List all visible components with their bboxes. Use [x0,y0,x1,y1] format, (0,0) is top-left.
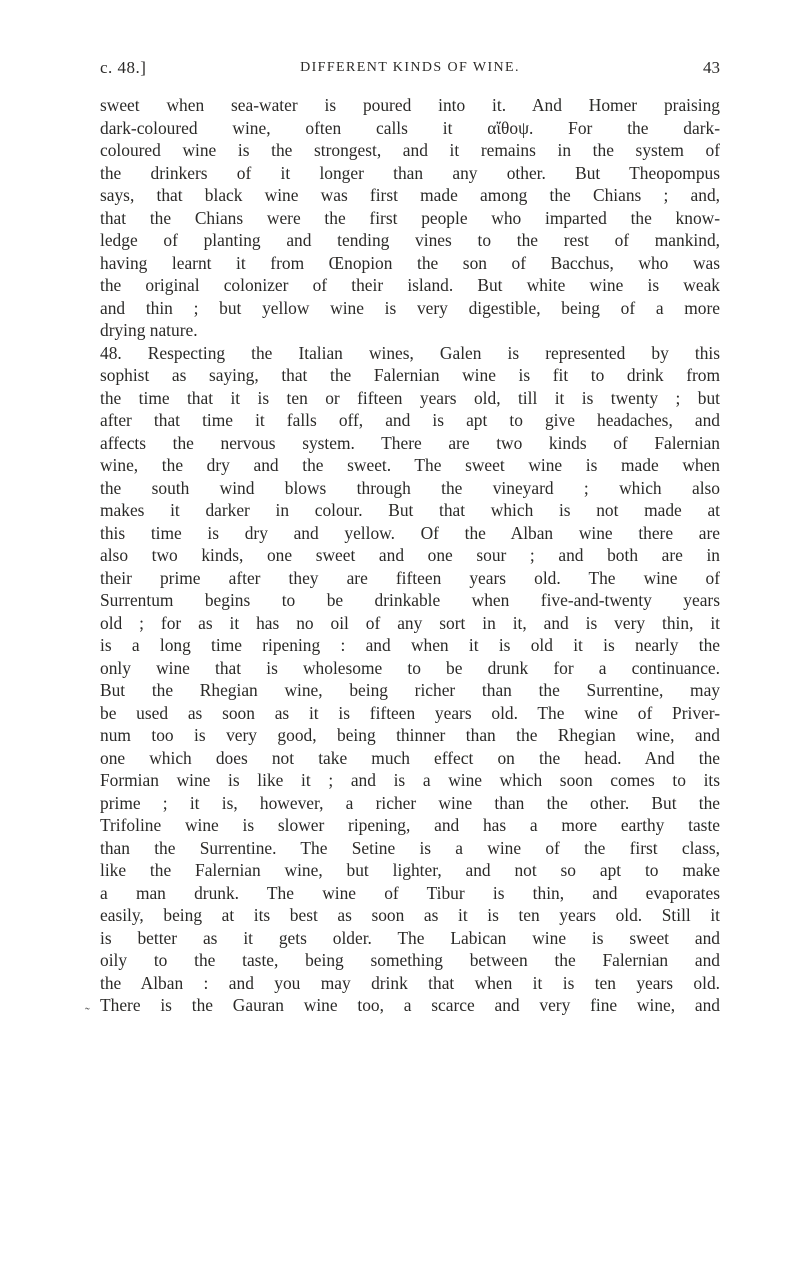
body-text [100,94,720,1017]
text-line: only wine that is wholesome to be drunk for a continuance. [100,657,720,678]
text-line: There is the Gauran wine too, a scarce and very fine wine, and [100,995,720,1015]
text-line: sweet when sea-water is poured into it. And Homer praising [100,95,720,115]
text-line: the time that it is ten or fifteen years old, till it is twenty ; but [100,387,720,408]
text-line: this time is dry and yellow. Of the Alban wine there are [100,522,720,543]
chapter-reference: c. 48.] [100,58,147,77]
text-line: old ; for as it has no oil of any sort in it, and is very thin, it [100,612,720,633]
text-line: the drinkers of it longer than any other. But Theopompus [100,162,720,183]
text-line: that the Chians were the first people who imparted the know- [100,207,720,228]
text-line: dark-coloured wine, often calls it αἴθοψ. For the dark- [100,117,720,138]
text-line: is better as it gets older. The Labican wine is sweet and [100,927,720,948]
text-line: after that time it falls off, and is apt to give headaches, and [100,410,720,430]
text-line: Surrentum begins to be drinkable when five-and-twenty years [100,590,720,610]
text-line: drying nature. [100,320,198,340]
text-line: num too is very good, being thinner than the Rhegian wine, and [100,725,720,745]
text-line: than the Surrentine. The Setine is a wine of the first class, [100,837,720,858]
text-line: oily to the taste, being something between the Falernian and [100,950,720,970]
text-line: like the Falernian wine, but lighter, and not so apt to make [100,860,720,880]
text-line: one which does not take much effect on the head. And the [100,747,720,768]
page-number: 43 [703,58,720,77]
text-line: a man drunk. The wine of Tibur is thin, and evaporates [100,882,720,903]
text-line: sophist as saying, that the Falernian wine is fit to drink from [100,365,720,385]
text-line: makes it darker in colour. But that which is not made at [100,500,720,520]
running-head [100,58,720,84]
text-line: affects the nervous system. There are two kinds of Falernian [100,432,720,453]
text-line: their prime after they are fifteen years old. The wine of [100,567,720,588]
text-line: Formian wine is like it ; and is a wine which soon comes to its [100,770,720,790]
text-line: ledge of planting and tending vines to the rest of mankind, [100,230,720,250]
text-line: is a long time ripening : and when it is old it is nearly the [100,635,720,655]
text-line: coloured wine is the strongest, and it remains in the system of [100,140,720,160]
text-line: having learnt it from Œnopion the son of Bacchus, who was [100,252,720,273]
text-line: also two kinds, one sweet and one sour ; and both are in [100,545,720,565]
margin-mark: ˜ [85,1006,90,1021]
text-line: and thin ; but yellow wine is very digestible, being of a more [100,297,720,318]
text-line: the Alban : and you may drink that when it is ten years old. [100,972,720,993]
text-line: 48. Respecting the Italian wines, Galen is represented by this [100,342,720,363]
running-title: DIFFERENT KINDS OF WINE. [300,60,520,75]
text-line: wine, the dry and the sweet. The sweet wine is made when [100,455,720,475]
text-line: be used as soon as it is fifteen years old. The wine of Priver- [100,702,720,723]
text-line: prime ; it is, however, a richer wine than the other. But the [100,792,720,813]
text-line: the south wind blows through the vineyard ; which also [100,477,720,498]
text-line: the original colonizer of their island. But white wine is weak [100,275,720,295]
text-line: Trifoline wine is slower ripening, and has a more earthy taste [100,815,720,835]
text-line: But the Rhegian wine, being richer than the Surrentine, may [100,680,720,700]
text-line: says, that black wine was first made among the Chians ; and, [100,185,720,205]
text-line: easily, being at its best as soon as it is ten years old. Still it [100,905,720,925]
